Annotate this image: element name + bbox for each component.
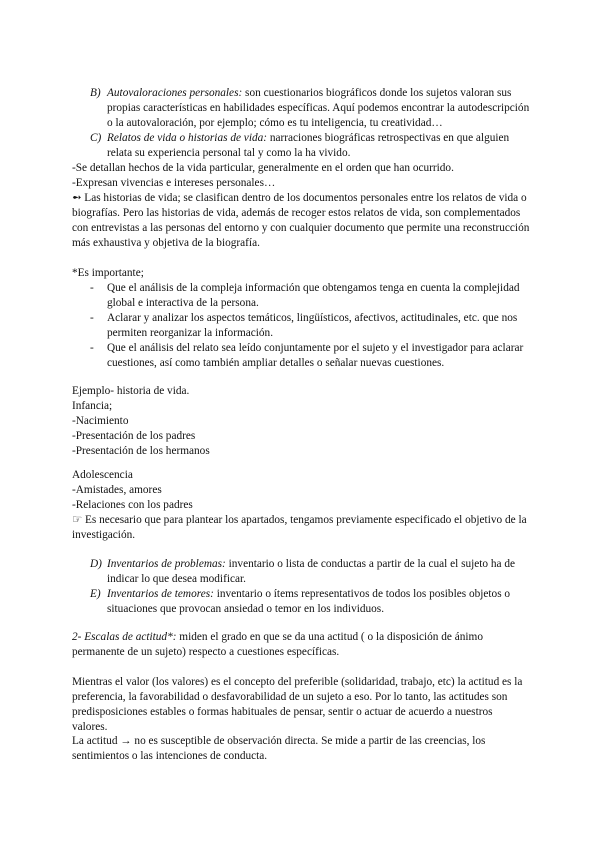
bullet-text: Que el análisis del relato sea leído conjuntamente por el sujeto y el investigador para aclarar cuestiones, así como también ampliar detalles o señalar nuevas cuestiones. [107, 342, 524, 369]
text-line: -Amistades, amores [72, 484, 162, 496]
bullet-item [90, 281, 530, 311]
item-text: inventario o lista de conductas a partir de la cual el sujeto ha de indicar lo que desea modificar. [107, 558, 516, 585]
text-line: -Presentación de los hermanos [72, 445, 210, 457]
text-line: -Presentación de los padres [72, 430, 196, 442]
text-line: Infancia; [72, 400, 113, 412]
ejemplo-title: Ejemplo- historia de vida. [72, 385, 190, 397]
item-label: B) [90, 87, 101, 99]
importante-heading: *Es importante; [72, 267, 144, 279]
escalas-paragraph [72, 630, 530, 660]
bullet-item [90, 311, 530, 341]
text-line: -Relaciones con los padres [72, 499, 193, 511]
item-term: Inventarios de temores: [107, 588, 214, 600]
bullet-item [90, 341, 530, 371]
item-term: Relatos de vida o historias de vida: [107, 132, 268, 144]
item-term: Inventarios de problemas: [107, 558, 226, 570]
text-line: -Se detallan hechos de la vida particular, generalmente en el orden que han ocurrido. [72, 162, 454, 174]
list-item-inventarios-temores [90, 587, 530, 617]
item-label: C) [90, 132, 102, 144]
dash-icon: - [90, 342, 94, 354]
item-text: son cuestionarios biográficos donde los sujetos valoran sus propias características en habilidades específicas. Aquí podemos encontrar la autodescripción o la autovaloración, por ejemplo; cómo es tu inteligencia, tu creatividad… [107, 87, 530, 129]
escalas-text: miden el grado en que se da una actitud ( o la disposición de ánimo permanente de un sujeto) respecto a cuestiones específicas. [72, 631, 483, 658]
item-text: narraciones biográficas retrospectivas en que alguien relata su experiencia personal tal y como la ha vivido. [107, 132, 510, 159]
dash-icon: - [90, 282, 94, 294]
item-label: E) [90, 588, 101, 600]
note-paragraph: ☞ Es necesario que para plantear los apartados, tengamos previamente especificado el objetivo de la investigación. [72, 514, 527, 541]
bullet-text: Aclarar y analizar los aspectos temáticos, lingüísticos, afectivos, actitudinales, etc. que nos permiten reorganizar la información. [107, 312, 518, 339]
item-label: D) [90, 558, 102, 570]
text-line: Adolescencia [72, 469, 133, 481]
text-line: -Expresan vivencias e intereses personales… [72, 177, 276, 189]
list-item-inventarios-problemas [90, 557, 530, 587]
escalas-term: 2- Escalas de actitud*: [72, 631, 177, 643]
item-text: inventario o ítems representativos de todos los posibles objetos o situaciones que provocan ansiedad o temor en los individuos. [107, 588, 511, 615]
list-item-autovaloraciones [90, 86, 530, 131]
item-term: Autovaloraciones personales: [107, 87, 243, 99]
bullet-text: Que el análisis de la compleja información que obtengamos tenga en cuenta la complejidad global e interactiva de la persona. [107, 282, 520, 309]
paragraph-historias: ➻ Las historias de vida; se clasifican dentro de los documentos personales entre los relatos de vida o biografías. Pero las historias de vida, además de recoger estos relatos de vida, son complementados con entrevistas a las personas del entorno y con cualquier documento que permite una reconstrucción más exhaustiva y objetiva de la biografía. [72, 192, 530, 249]
dash-icon: - [90, 312, 94, 324]
text-line: -Nacimiento [72, 415, 129, 427]
mientras-paragraph: Mientras el valor (los valores) es el concepto del preferible (solidaridad, trabajo, etc) la actitud es la preferencia, la favorabilidad o desfavorabilidad de un sujeto a eso. Por lo tanto, las actitudes son predisposiciones estables o formas habituales de pensar, sentir o actuar de acuerdo a nuestros valores. [72, 676, 523, 733]
list-item-relatos-de-vida [90, 131, 530, 161]
actitud-paragraph: La actitud → no es susceptible de observación directa. Se mide a partir de las creencias, los sentimientos o las intenciones de conducta. [72, 735, 486, 762]
